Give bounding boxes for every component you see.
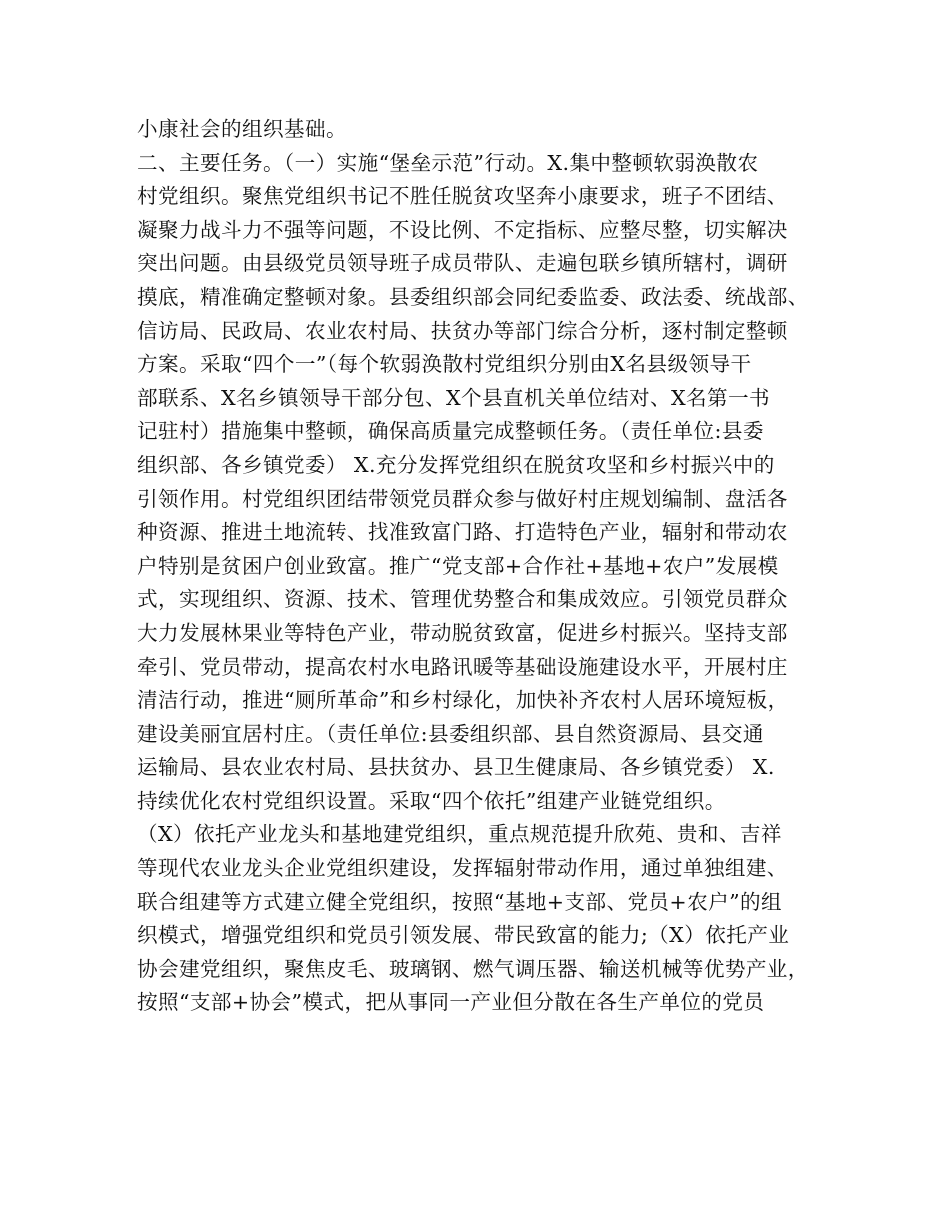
text-line: 按照“支部+协会”模式，把从事同一产业但分散在各生产单位的党员: [137, 990, 765, 1015]
text-line: 等现代农业龙头企业党组织建设，发挥辐射带动作用，通过单独组建、: [137, 856, 788, 881]
text-line: 信访局、民政局、农业农村局、扶贫办等部门综合分析，逐村制定整顿: [137, 318, 788, 343]
text-line: 持续优化农村党组织设置。采取“四个依托”组建产业链党组织。: [137, 788, 726, 813]
text-line: 村党组织。聚焦党组织书记不胜任脱贫攻坚奔小康要求，班子不团结、: [137, 184, 788, 209]
text-line: 凝聚力战斗力不强等问题，不设比例、不定指标、应整尽整，切实解决: [137, 217, 788, 242]
text-line: 部联系、X名乡镇领导干部分包、X个县直机关单位结对、X名第一书: [137, 385, 771, 410]
text-line: 二、主要任务。（一）实施“堡垒示范”行动。X.集中整顿软弱涣散农: [137, 150, 759, 175]
text-line: 突出问题。由县级党员领导班子成员带队、走遍包联乡镇所辖村，调研: [137, 251, 788, 276]
text-line: 清洁行动，推进“厕所革命”和乡村绿化，加快补齐农村人居环境短板，: [137, 688, 789, 713]
text-line: 大力发展林果业等特色产业，带动脱贫致富，促进乡村振兴。坚持支部: [137, 620, 788, 645]
text-line: 组织部、各乡镇党委） X.充分发挥党组织在脱贫攻坚和乡村振兴中的: [137, 452, 775, 477]
text-line: 式，实现组织、资源、技术、管理优势整合和集成效应。引领党员群众: [137, 587, 788, 612]
text-line: 联合组建等方式建立健全党组织，按照“基地+支部、党员+农户”的组: [137, 889, 782, 914]
text-line: 引领作用。村党组织团结带领党员群众参与做好村庄规划编制、盘活各: [137, 486, 788, 511]
text-line: （X）依托产业龙头和基地建党组织，重点规范提升欣苑、贵和、吉祥: [137, 822, 782, 847]
text-line: 小康社会的组织基础。: [137, 117, 347, 141]
text-line: 种资源、推进土地流转、找准致富门路、打造特色产业，辐射和带动农: [137, 520, 788, 545]
text-line: 牵引、党员带动，提高农村水电路讯暖等基础设施建设水平，开展村庄: [137, 654, 788, 679]
text-line: 记驻村）措施集中整顿，确保高质量完成整顿任务。（责任单位:县委: [137, 419, 764, 444]
text-line: 运输局、县农业农村局、县扶贫办、县卫生健康局、各乡镇党委） X.: [137, 755, 775, 780]
text-line: 协会建党组织，聚焦皮毛、玻璃钢、燃气调压器、输送机械等优势产业，: [137, 956, 809, 981]
text-line: 方案。采取“四个一”（每个软弱涣散村党组织分别由X名县级领导干: [137, 352, 752, 377]
text-line: 户特别是贫困户创业致富。推广“党支部+合作社+基地+农户”发展模: [137, 553, 779, 578]
text-line: 摸底，精准确定整顿对象。县委组织部会同纪委监委、政法委、统战部、: [137, 284, 809, 309]
text-line: 建设美丽宜居村庄。（责任单位:县委组织部、县自然资源局、县交通: [137, 721, 764, 746]
body-text: [137, 113, 827, 1020]
text-line: 织模式，增强党组织和党员引领发展、带民致富的能力;（X）依托产业: [137, 923, 790, 948]
